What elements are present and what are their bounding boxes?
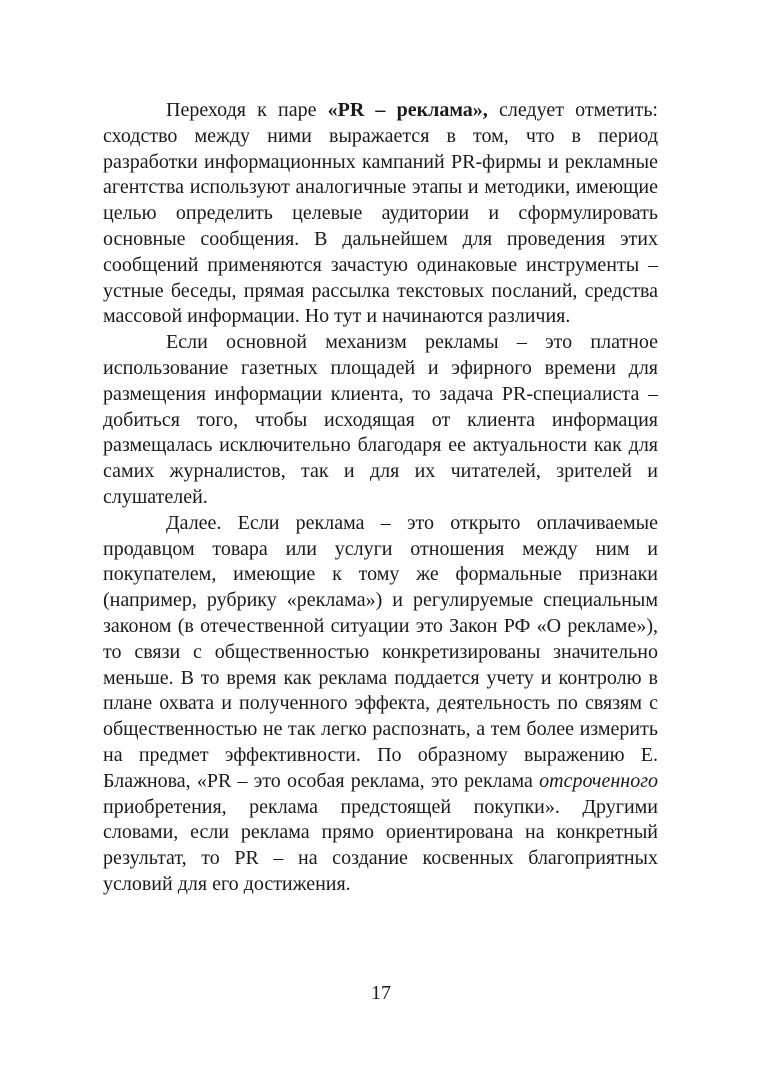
paragraph-1 xyxy=(103,98,658,330)
paragraph-1-bold-term: «PR – реклама», xyxy=(327,99,488,121)
paragraph-1-rest: следует отметить: сходство между ними выражается в том, что в период разработки информационных кампаний PR-фирмы и рекламные агентства используют аналогичные этапы и методики, имеющие целью определить целевые аудитории и сформулировать основные сообщения. В дальнейшем для проведения этих сообщений применяются зачастую одинаковые инструменты – устные беседы, прямая рассылка текстовых посланий, средства массовой информации. Но тут и начинаются различия. xyxy=(103,99,658,328)
paragraph-3-lead: Далее. Если реклама – это открыто оплачиваемые продавцом товара или услуги отношения между ним и покупателем, имеющие к тому же формальные признаки (например, рубрику «реклама») и регулируемые специальным законом (в отечественной ситуации это Закон РФ «О рекламе»), то связи с общественностью конкретизированы значительно меньше. В то время как реклама поддается учету и контролю в плане охвата и полученного эффекта, деятельность по связям с общественностью не так легко распознать, а тем более измерить на предмет эффективности. По образному выражению Е. Блажнова, «PR – это особая реклама, это реклама xyxy=(103,511,658,792)
paragraph-1-lead: Переходя к паре xyxy=(166,99,328,121)
paragraph-3 xyxy=(103,511,658,898)
paragraph-3-rest: приобретения, реклама предстоящей покупки». Другими словами, если реклама прямо ориентирована на конкретный результат, то PR – на создание косвенных благоприятных условий для его достижения. xyxy=(103,795,658,895)
paragraph-3-italic-term: отсроченного xyxy=(539,769,658,792)
page-body xyxy=(103,98,658,898)
page-number: 17 xyxy=(371,982,391,1004)
paragraph-2: Если основной механизм рекламы – это платное использование газетных площадей и эфирного времени для размещения информации клиента, то задача PR-специалиста – добиться того, чтобы исходящая от клиента информация размещалась исключительно благодаря ее актуальности как для самих журналистов, так и для их читателей, зрителей и слушателей. xyxy=(103,331,658,508)
